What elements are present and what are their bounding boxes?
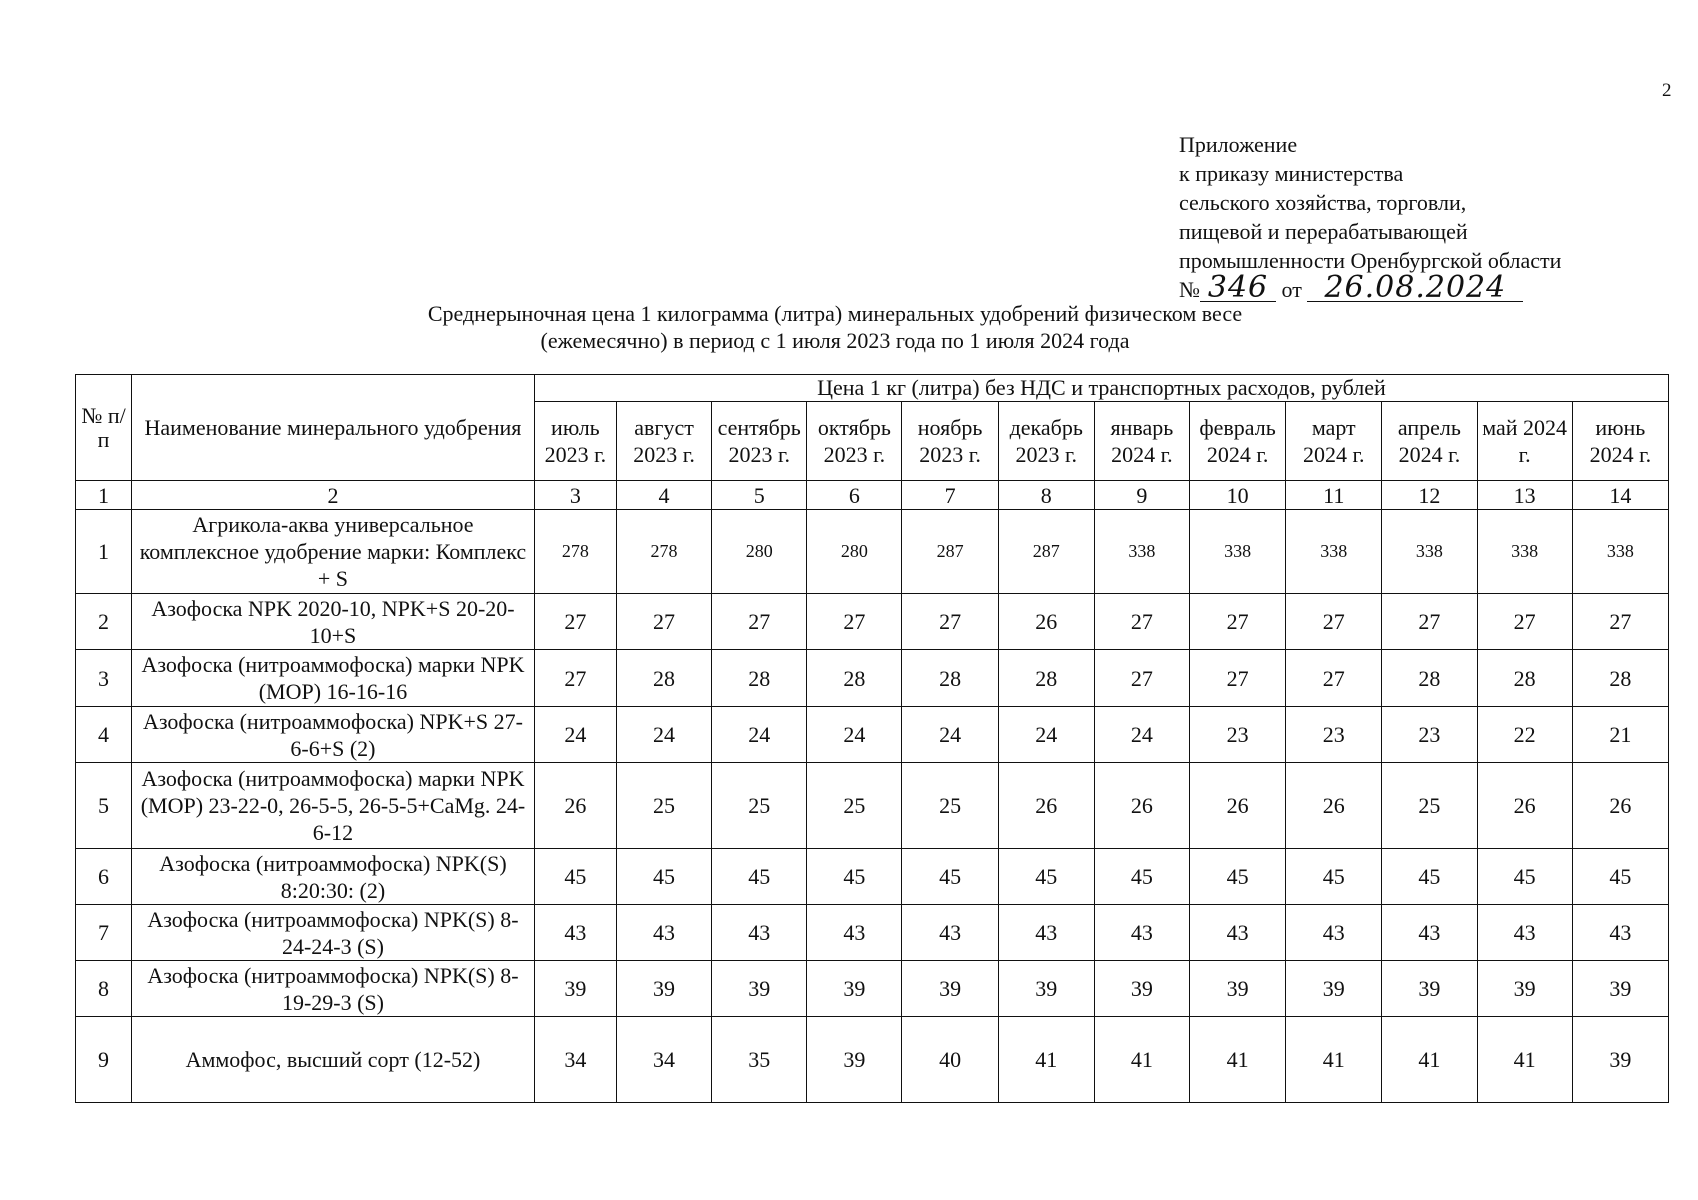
price-cell: 26: [1572, 763, 1668, 849]
order-number-prefix: №: [1179, 277, 1200, 302]
fertilizer-name: Азофоска (нитроаммофоска) NPK(S) 8-19-29-3 (S): [132, 961, 535, 1017]
table-row: [76, 707, 1669, 763]
price-cell: 39: [807, 961, 902, 1017]
price-cell: 45: [998, 849, 1094, 905]
price-cell: 39: [616, 961, 711, 1017]
price-cell: 287: [998, 510, 1094, 594]
price-cell: 22: [1477, 707, 1572, 763]
price-cell: 27: [1286, 594, 1382, 650]
price-cell: 25: [902, 763, 998, 849]
price-cell: 278: [534, 510, 616, 594]
price-cell: 26: [1190, 763, 1286, 849]
column-number: 6: [807, 481, 902, 510]
table-row: [76, 1017, 1669, 1103]
header-month: сентябрь 2023 г.: [712, 402, 807, 481]
price-cell: 26: [1094, 763, 1189, 849]
row-number: 3: [76, 650, 132, 707]
price-cell: 28: [1572, 650, 1668, 707]
price-cell: 43: [1094, 905, 1189, 961]
row-number: 8: [76, 961, 132, 1017]
header-month: ноябрь 2023 г.: [902, 402, 998, 481]
table-row: [76, 763, 1669, 849]
column-number: 3: [534, 481, 616, 510]
price-cell: 39: [807, 1017, 902, 1103]
price-cell: 27: [1572, 594, 1668, 650]
column-number: 8: [998, 481, 1094, 510]
price-cell: 27: [1190, 650, 1286, 707]
price-cell: 45: [1094, 849, 1189, 905]
column-number: 7: [902, 481, 998, 510]
appendix-line: Приложение: [1179, 132, 1298, 157]
price-cell: 45: [616, 849, 711, 905]
row-number: 7: [76, 905, 132, 961]
price-cell: 39: [1382, 961, 1477, 1017]
price-cell: 45: [1477, 849, 1572, 905]
page-number: 2: [1662, 80, 1672, 101]
price-cell: 39: [712, 961, 807, 1017]
price-cell: 43: [1477, 905, 1572, 961]
fertilizer-name: Азофоска (нитроаммофоска) NPK+S 27-6-6+S (2): [132, 707, 535, 763]
price-cell: 25: [807, 763, 902, 849]
price-cell: 39: [1190, 961, 1286, 1017]
row-number: 4: [76, 707, 132, 763]
price-cell: 28: [1477, 650, 1572, 707]
table-row: [76, 849, 1669, 905]
fertilizer-name: Азофоска NPK 2020-10, NPK+S 20-20-10+S: [132, 594, 535, 650]
appendix-block: [1179, 130, 1561, 304]
price-cell: 45: [712, 849, 807, 905]
price-cell: 45: [534, 849, 616, 905]
header-month: октябрь 2023 г.: [807, 402, 902, 481]
fertilizer-name: Аммофос, высший сорт (12-52): [132, 1017, 535, 1103]
price-cell: 25: [616, 763, 711, 849]
table-row: [76, 961, 1669, 1017]
price-cell: 45: [1286, 849, 1382, 905]
header-fertilizer-name: Наименование минерального удобрения: [132, 375, 535, 481]
header-month: апрель 2024 г.: [1382, 402, 1477, 481]
price-cell: 27: [1477, 594, 1572, 650]
price-cell: 41: [1382, 1017, 1477, 1103]
column-number: 11: [1286, 481, 1382, 510]
price-cell: 27: [1382, 594, 1477, 650]
row-number: 1: [76, 510, 132, 594]
price-cell: 24: [807, 707, 902, 763]
table-body: [76, 510, 1669, 1103]
price-cell: 43: [902, 905, 998, 961]
price-cell: 287: [902, 510, 998, 594]
price-cell: 40: [902, 1017, 998, 1103]
column-number: 12: [1382, 481, 1477, 510]
price-cell: 23: [1286, 707, 1382, 763]
price-cell: 28: [712, 650, 807, 707]
prices-table: [75, 374, 1669, 1103]
price-cell: 41: [1477, 1017, 1572, 1103]
price-cell: 24: [712, 707, 807, 763]
price-cell: 23: [1382, 707, 1477, 763]
price-cell: 27: [807, 594, 902, 650]
price-cell: 34: [534, 1017, 616, 1103]
price-cell: 24: [1094, 707, 1189, 763]
price-cell: 27: [534, 594, 616, 650]
header-row-number: № п/п: [76, 375, 132, 481]
fertilizer-name: Азофоска (нитроаммофоска) марки NPK (МОР) 16-16-16: [132, 650, 535, 707]
table-row: [76, 905, 1669, 961]
price-cell: 41: [1190, 1017, 1286, 1103]
header-month: июль 2023 г.: [534, 402, 616, 481]
price-cell: 43: [1190, 905, 1286, 961]
price-cell: 27: [1190, 594, 1286, 650]
price-cell: 39: [1477, 961, 1572, 1017]
price-cell: 21: [1572, 707, 1668, 763]
price-cell: 26: [998, 763, 1094, 849]
row-number: 5: [76, 763, 132, 849]
price-cell: 34: [616, 1017, 711, 1103]
title-line-2: (ежемесячно) в период с 1 июля 2023 года по 1 июля 2024 года: [540, 328, 1130, 353]
price-cell: 338: [1572, 510, 1668, 594]
header-month: июнь 2024 г.: [1572, 402, 1668, 481]
row-number: 2: [76, 594, 132, 650]
price-cell: 28: [1382, 650, 1477, 707]
column-number: 13: [1477, 481, 1572, 510]
price-cell: 25: [1382, 763, 1477, 849]
header-month: май 2024 г.: [1477, 402, 1572, 481]
price-cell: 39: [1094, 961, 1189, 1017]
appendix-line: сельского хозяйства, торговли,: [1179, 190, 1467, 215]
price-cell: 45: [1382, 849, 1477, 905]
price-cell: 278: [616, 510, 711, 594]
price-cell: 39: [1286, 961, 1382, 1017]
price-cell: 41: [1286, 1017, 1382, 1103]
price-cell: 338: [1094, 510, 1189, 594]
price-cell: 27: [534, 650, 616, 707]
row-number: 9: [76, 1017, 132, 1103]
column-number: 9: [1094, 481, 1189, 510]
price-cell: 28: [998, 650, 1094, 707]
row-number: 6: [76, 849, 132, 905]
table-row: [76, 510, 1669, 594]
column-number: 2: [132, 481, 535, 510]
price-cell: 28: [616, 650, 711, 707]
appendix-line: пищевой и перерабатывающей: [1179, 219, 1468, 244]
price-cell: 338: [1190, 510, 1286, 594]
price-cell: 39: [1572, 961, 1668, 1017]
price-cell: 338: [1477, 510, 1572, 594]
order-number-handwritten: 346: [1200, 275, 1276, 302]
price-cell: 280: [807, 510, 902, 594]
price-cell: 39: [998, 961, 1094, 1017]
header-month: август 2023 г.: [616, 402, 711, 481]
column-number: 4: [616, 481, 711, 510]
price-cell: 338: [1286, 510, 1382, 594]
price-cell: 27: [1286, 650, 1382, 707]
price-cell: 41: [1094, 1017, 1189, 1103]
column-number: 10: [1190, 481, 1286, 510]
header-month: март 2024 г.: [1286, 402, 1382, 481]
price-cell: 35: [712, 1017, 807, 1103]
price-cell: 43: [534, 905, 616, 961]
header-month: январь 2024 г.: [1094, 402, 1189, 481]
price-cell: 43: [1382, 905, 1477, 961]
price-cell: 26: [1477, 763, 1572, 849]
column-number: 14: [1572, 481, 1668, 510]
fertilizer-name: Азофоска (нитроаммофоска) NPK(S) 8-24-24-3 (S): [132, 905, 535, 961]
column-number: 5: [712, 481, 807, 510]
price-cell: 39: [1572, 1017, 1668, 1103]
appendix-line: к приказу министерства: [1179, 161, 1404, 186]
price-cell: 26: [534, 763, 616, 849]
document-title: [320, 300, 1350, 354]
price-cell: 24: [616, 707, 711, 763]
fertilizer-name: Азофоска (нитроаммофоска) NPK(S) 8:20:30: (2): [132, 849, 535, 905]
price-cell: 28: [902, 650, 998, 707]
price-cell: 26: [1286, 763, 1382, 849]
table-row: [76, 650, 1669, 707]
price-cell: 280: [712, 510, 807, 594]
price-cell: 27: [1094, 594, 1189, 650]
price-cell: 41: [998, 1017, 1094, 1103]
price-cell: 24: [998, 707, 1094, 763]
price-cell: 45: [1572, 849, 1668, 905]
header-month: февраль 2024 г.: [1190, 402, 1286, 481]
price-cell: 338: [1382, 510, 1477, 594]
price-cell: 43: [712, 905, 807, 961]
price-cell: 45: [1190, 849, 1286, 905]
column-number: 1: [76, 481, 132, 510]
fertilizer-name: Азофоска (нитроаммофоска) марки NPK (МОР) 23-22-0, 26-5-5, 26-5-5+CaMg. 24-6-12: [132, 763, 535, 849]
price-cell: 43: [1286, 905, 1382, 961]
price-cell: 24: [534, 707, 616, 763]
price-cell: 43: [616, 905, 711, 961]
price-cell: 27: [902, 594, 998, 650]
order-date-prefix: от: [1281, 277, 1302, 302]
price-cell: 24: [902, 707, 998, 763]
price-cell: 27: [712, 594, 807, 650]
price-cell: 39: [534, 961, 616, 1017]
price-cell: 43: [998, 905, 1094, 961]
price-cell: 43: [1572, 905, 1668, 961]
price-cell: 43: [807, 905, 902, 961]
price-cell: 27: [616, 594, 711, 650]
header-price-group: Цена 1 кг (литра) без НДС и транспортных расходов, рублей: [534, 375, 1668, 402]
price-cell: 26: [998, 594, 1094, 650]
price-cell: 25: [712, 763, 807, 849]
price-cell: 45: [807, 849, 902, 905]
appendix-line: промышленности Оренбургской области: [1179, 248, 1562, 273]
fertilizer-name: Агрикола-аква универсальное комплексное удобрение марки: Комплекс + S: [132, 510, 535, 594]
price-cell: 23: [1190, 707, 1286, 763]
price-cell: 39: [902, 961, 998, 1017]
price-cell: 45: [902, 849, 998, 905]
order-date-handwritten: 26.08.2024: [1307, 275, 1523, 302]
price-cell: 27: [1094, 650, 1189, 707]
price-cell: 28: [807, 650, 902, 707]
title-line-1: Среднерыночная цена 1 килограмма (литра) минеральных удобрений физическом весе: [427, 301, 1243, 326]
header-month: декабрь 2023 г.: [998, 402, 1094, 481]
table-row: [76, 594, 1669, 650]
